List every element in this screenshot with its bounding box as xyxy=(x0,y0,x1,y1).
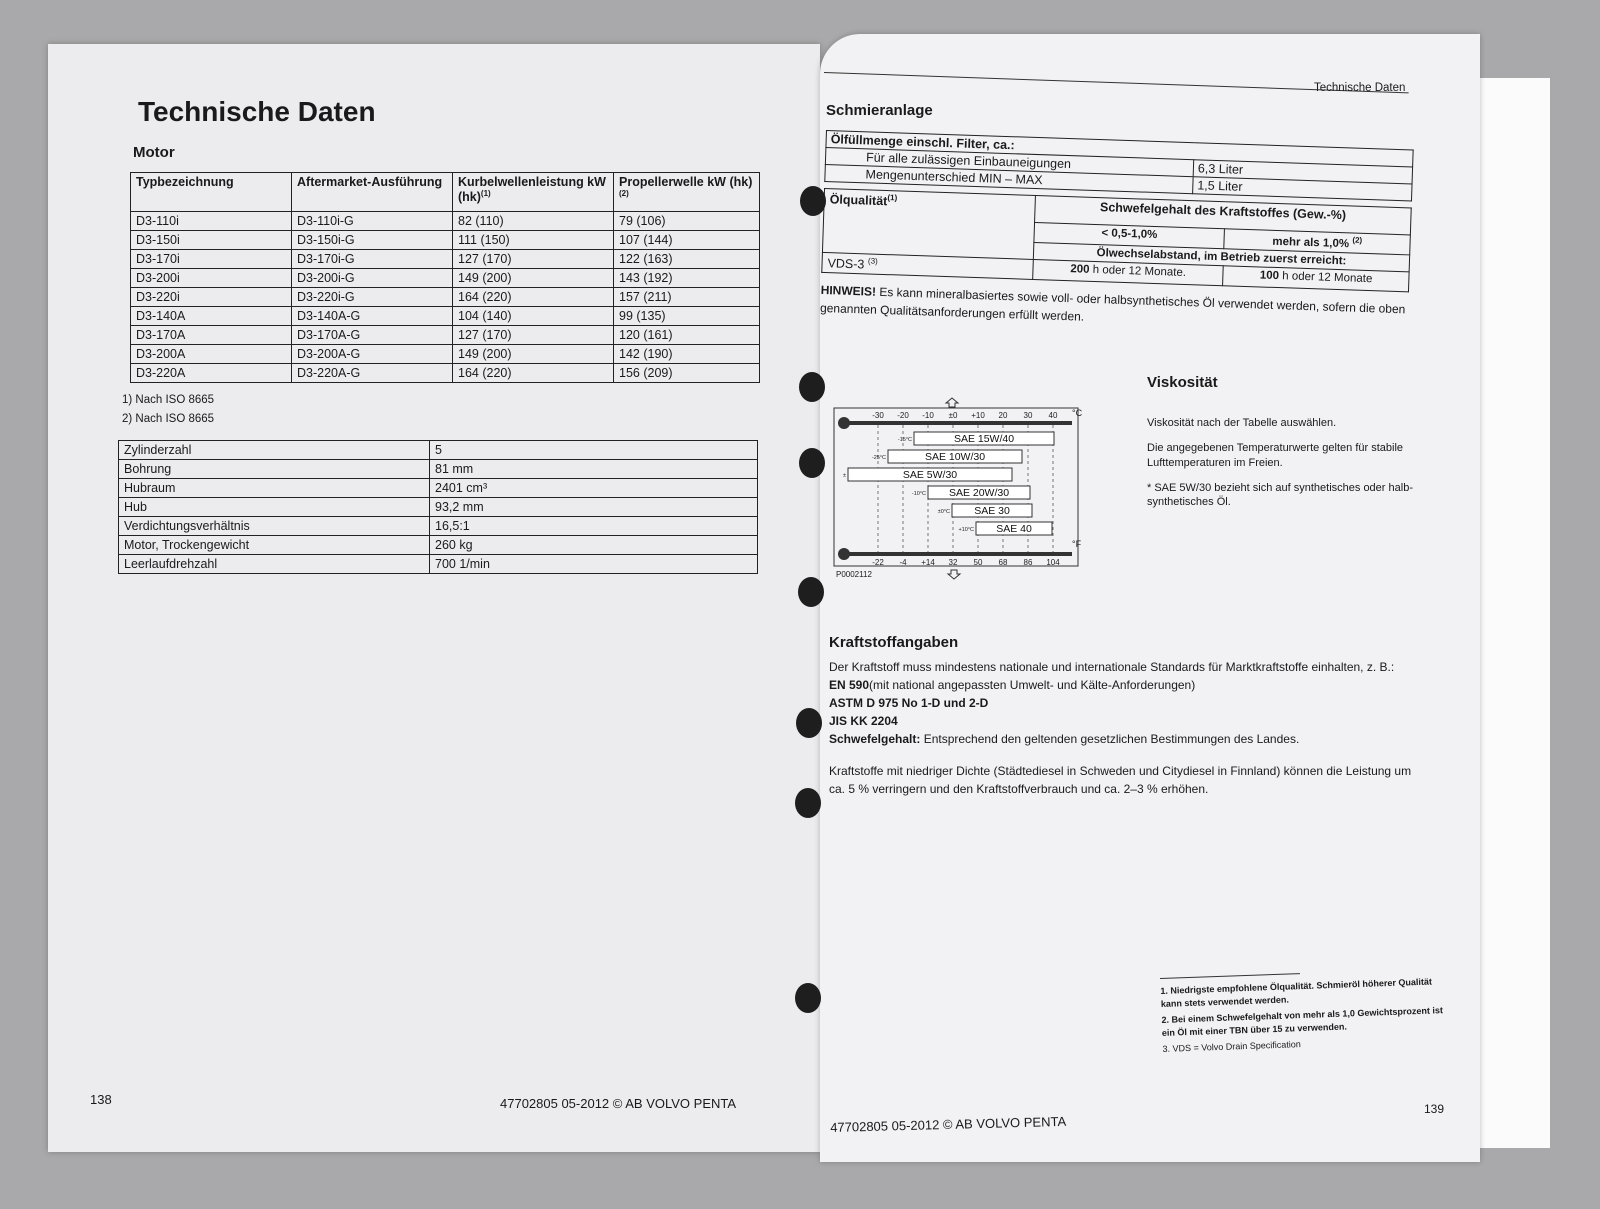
table-cell: 127 (170) xyxy=(453,326,614,345)
spec-row xyxy=(119,517,758,536)
thermometer-bulb-icon xyxy=(838,548,850,560)
table-cell: 149 (200) xyxy=(453,269,614,288)
footer-right: 47702805 05-2012 © AB VOLVO PENTA xyxy=(830,1113,1067,1135)
fuel-density-note: Kraftstoffe mit niedriger Dichte (Städtediesel in Schweden und Citydiesel in Finnland) können die Leistung um ca. 5 % verringern und den Kraftstoffverbrauch und ca. 2–3 % erhöhen. xyxy=(829,764,1412,796)
viscosity-p2: Die angegebenen Temperaturwerte gelten für stabile Lufttemperaturen im Freien. xyxy=(1147,441,1404,469)
running-header: Technische Daten xyxy=(1314,82,1406,94)
spec-row xyxy=(119,498,758,517)
grade-marker: -10°C xyxy=(911,491,926,497)
spec-value: 700 1/min xyxy=(430,555,758,574)
grade-marker: ±0°C xyxy=(937,509,950,515)
arrow-up-icon xyxy=(948,570,960,579)
viscosity-chart xyxy=(832,394,1084,584)
table-cell: D3-200A-G xyxy=(292,345,453,364)
viskositaet-heading: Viskosität xyxy=(1147,374,1218,391)
right-page xyxy=(820,34,1480,1162)
table-cell: 122 (163) xyxy=(614,250,760,269)
right-footnote-2: 2. Bei einem Schwefelgehalt von mehr als 1,0 Gewichtsprozent ist ein Öl mit einer TBN über 15 zu verwenden. xyxy=(1161,1005,1444,1038)
table-cell: 156 (209) xyxy=(614,364,760,383)
spec-row xyxy=(119,479,758,498)
spec-row xyxy=(119,555,758,574)
table-cell: D3-220i xyxy=(131,288,292,307)
fuel-specs xyxy=(829,658,1429,798)
viscosity-p3: * SAE 5W/30 bezieht sich auf synthetisches oder halb-synthetisches Öl. xyxy=(1147,481,1413,509)
table-row xyxy=(131,212,760,231)
binder-hole xyxy=(800,186,826,216)
sulfur-col1: < 0,5-1,0% xyxy=(1034,222,1225,248)
table-row xyxy=(131,288,760,307)
spec-value: 5 xyxy=(430,441,758,460)
fahrenheit-tick-label: -4 xyxy=(899,558,907,567)
celsius-tick-label: ±0 xyxy=(948,411,958,420)
spec-label: Hubraum xyxy=(119,479,430,498)
footnote-2: 2) Nach ISO 8665 xyxy=(122,413,215,425)
fahrenheit-tick-label: 104 xyxy=(1046,558,1060,567)
kraftstoff-heading: Kraftstoffangaben xyxy=(829,634,959,651)
table-cell: D3-110i xyxy=(131,212,292,231)
spec-label: Zylinderzahl xyxy=(119,441,430,460)
table-cell: D3-220A-G xyxy=(292,364,453,383)
grade-label: SAE 40 xyxy=(996,523,1032,535)
viscosity-p1: Viskosität nach der Tabelle auswählen. xyxy=(1147,417,1337,429)
table-cell: 143 (192) xyxy=(614,269,760,288)
grade-marker: -15°C xyxy=(897,437,912,443)
left-page xyxy=(48,44,820,1152)
table-cell: 82 (110) xyxy=(453,212,614,231)
table-row xyxy=(131,326,760,345)
table-cell: D3-220i-G xyxy=(292,288,453,307)
celsius-tick-label: -10 xyxy=(922,411,934,420)
table-cell: D3-170A-G xyxy=(292,326,453,345)
lubrication-tables xyxy=(820,130,1414,336)
binder-hole xyxy=(799,372,825,402)
spec-value: 16,5:1 xyxy=(430,517,758,536)
table-cell: D3-200A xyxy=(131,345,292,364)
fahrenheit-tick-label: 50 xyxy=(973,558,983,567)
table-row xyxy=(131,345,760,364)
table-cell: 107 (144) xyxy=(614,231,760,250)
table-cell: D3-110i-G xyxy=(292,212,453,231)
table-row xyxy=(131,269,760,288)
celsius-tick-label: 20 xyxy=(998,411,1008,420)
grade-label: SAE 5W/30 xyxy=(902,469,958,481)
table-cell: 99 (135) xyxy=(614,307,760,326)
table-cell: D3-200i xyxy=(131,269,292,288)
oil-quality-label: Ölqualität$^{(1)}$ xyxy=(822,188,1035,259)
fuel-sulfur: Schwefelgehalt: Entsprechend den geltenden gesetzlichen Bestimmungen des Landes. xyxy=(829,732,1300,746)
table-cell: 127 (170) xyxy=(453,250,614,269)
spec-value: 2401 cm³ xyxy=(430,479,758,498)
spec-row xyxy=(119,460,758,479)
spec-value: 81 mm xyxy=(430,460,758,479)
grade-label: SAE 15W/40 xyxy=(953,433,1015,445)
arrow-down-icon xyxy=(946,398,958,407)
footnote-1: 1) Nach ISO 8665 xyxy=(122,394,215,406)
hinweis-note: HINWEIS! Es kann mineralbasiertes sowie voll- oder halbsynthetisches Öl verwendet werden, sofern die oben genannten Qualitätsanforderungen erfüllt werden. xyxy=(819,282,1406,324)
table-cell: D3-150i xyxy=(131,231,292,250)
table-cell: 149 (200) xyxy=(453,345,614,364)
fahrenheit-tick-label: -22 xyxy=(872,558,884,567)
oil-row2-label: Mengenunterschied MIN – MAX xyxy=(825,164,1193,193)
header-aftermarket: Aftermarket-Ausführung xyxy=(292,173,453,212)
page-title: Technische Daten xyxy=(138,96,376,127)
footer-left: 47702805 05-2012 © AB VOLVO PENTA xyxy=(500,1096,737,1111)
fuel-astm: ASTM D 975 No 1-D und 2-D xyxy=(829,696,989,710)
table-cell: 164 (220) xyxy=(453,288,614,307)
fahrenheit-tick-label: 68 xyxy=(998,558,1008,567)
schmieranlage-heading: Schmieranlage xyxy=(826,102,933,119)
celsius-scale-bar xyxy=(840,421,1072,425)
footnote-rule xyxy=(1160,973,1300,979)
table-cell: D3-200i-G xyxy=(292,269,453,288)
oil-row1-value: 6,3 Liter xyxy=(1193,160,1412,184)
right-footnote-3: 3. VDS = Volvo Drain Specification xyxy=(1162,1039,1301,1055)
binder-hole xyxy=(799,448,825,478)
page-number-right: 139 xyxy=(1424,1102,1445,1116)
table-cell: 157 (211) xyxy=(614,288,760,307)
oil-row2-value: 1,5 Liter xyxy=(1193,177,1412,201)
motor-section-heading: Motor xyxy=(133,144,175,161)
fahrenheit-tick-label: 86 xyxy=(1023,558,1033,567)
table-cell: 104 (140) xyxy=(453,307,614,326)
header-typbezeichnung: Typbezeichnung xyxy=(131,173,292,212)
grade-label: SAE 10W/30 xyxy=(924,451,986,463)
sulfur-header: Schwefelgehalt des Kraftstoffes (Gew.-%) xyxy=(1035,195,1412,234)
right-footnote-1: 1. Niedrigste empfohlene Ölqualität. Schmieröl höherer Qualität kann stets verwendet werden. xyxy=(1160,976,1433,1009)
spec-label: Verdichtungsverhältnis xyxy=(119,517,430,536)
table-cell: D3-140A-G xyxy=(292,307,453,326)
table-cell: 164 (220) xyxy=(453,364,614,383)
spec-row xyxy=(119,441,758,460)
table-cell: D3-170A xyxy=(131,326,292,345)
grade-marker: -25°C xyxy=(871,455,886,461)
oil-quality-table xyxy=(821,188,1411,292)
fuel-jis: JIS KK 2204 xyxy=(829,714,898,728)
grade-label: SAE 30 xyxy=(974,505,1010,517)
fuel-en590: EN 590(mit national angepassten Umwelt- und Kälte-Anforderungen) xyxy=(829,678,1196,692)
celsius-tick-label: +10 xyxy=(971,411,985,420)
table-row xyxy=(131,250,760,269)
fahrenheit-tick-label: +14 xyxy=(921,558,935,567)
grade-marker: ± xyxy=(842,473,846,479)
spec-label: Motor, Trockengewicht xyxy=(119,536,430,555)
header-kurbelwelle: Kurbelwellenleistung kW (hk)$^{(1)}$ xyxy=(453,173,614,212)
oil-row1-label: Für alle zulässigen Einbauneigungen xyxy=(825,148,1193,177)
viscosity-text xyxy=(1147,416,1437,510)
spec-value: 260 kg xyxy=(430,536,758,555)
binder-hole xyxy=(796,708,822,738)
page-stack-edge xyxy=(1478,78,1550,1148)
table-cell: D3-170i-G xyxy=(292,250,453,269)
interval-header: Ölwechselabstand, im Betrieb zuerst erreicht: xyxy=(1033,242,1409,271)
thermometer-bulb-icon xyxy=(838,417,850,429)
spec-label: Hub xyxy=(119,498,430,517)
celsius-tick-label: -30 xyxy=(872,411,884,420)
grade-marker: +10°C xyxy=(958,527,974,533)
table-row xyxy=(131,307,760,326)
spec-label: Leerlaufdrehzahl xyxy=(119,555,430,574)
fuel-intro: Der Kraftstoff muss mindestens nationale und internationale Standards für Marktkraftstoffe einhalten, z. B.: xyxy=(829,660,1395,674)
table-cell: 111 (150) xyxy=(453,231,614,250)
page-number-left: 138 xyxy=(90,1092,112,1107)
figure-id: P0002112 xyxy=(836,570,872,579)
table-cell: 120 (161) xyxy=(614,326,760,345)
motor-power-table xyxy=(130,172,760,383)
header-propellerwelle: Propellerwelle kW (hk)$^{(2)}$ xyxy=(614,173,760,212)
interval-value-2: 100 h oder 12 Monate xyxy=(1223,266,1409,292)
spec-label: Bohrung xyxy=(119,460,430,479)
spec-value: 93,2 mm xyxy=(430,498,758,517)
table-cell: D3-150i-G xyxy=(292,231,453,250)
binder-hole xyxy=(795,983,821,1013)
unit-celsius: °C xyxy=(1072,408,1083,418)
table-cell: 79 (106) xyxy=(614,212,760,231)
right-footnotes xyxy=(1160,968,1453,1056)
vds-label: VDS-3 $^{(3)}$ xyxy=(822,252,1034,279)
table-cell: D3-170i xyxy=(131,250,292,269)
oil-fill-title: Ölfüllmenge einschl. Filter, ca.: xyxy=(826,131,1413,167)
binder-hole xyxy=(798,577,824,607)
binder-hole xyxy=(795,788,821,818)
interval-value-1: 200 h oder 12 Monate. xyxy=(1033,259,1224,285)
table-row xyxy=(131,231,760,250)
celsius-tick-label: -20 xyxy=(897,411,909,420)
unit-fahrenheit: °F xyxy=(1072,539,1082,549)
table-cell: D3-140A xyxy=(131,307,292,326)
fahrenheit-scale-bar xyxy=(840,552,1072,556)
table-cell: D3-220A xyxy=(131,364,292,383)
table-header-row xyxy=(131,173,760,212)
spec-row xyxy=(119,536,758,555)
celsius-tick-label: 40 xyxy=(1048,411,1058,420)
engine-specs-table xyxy=(118,440,758,574)
sulfur-col2: mehr als 1,0% $^{(2)}$ xyxy=(1224,229,1410,255)
celsius-tick-label: 30 xyxy=(1023,411,1033,420)
grade-label: SAE 20W/30 xyxy=(948,487,1010,499)
table-cell: 142 (190) xyxy=(614,345,760,364)
fahrenheit-tick-label: 32 xyxy=(948,558,958,567)
table-row xyxy=(131,364,760,383)
